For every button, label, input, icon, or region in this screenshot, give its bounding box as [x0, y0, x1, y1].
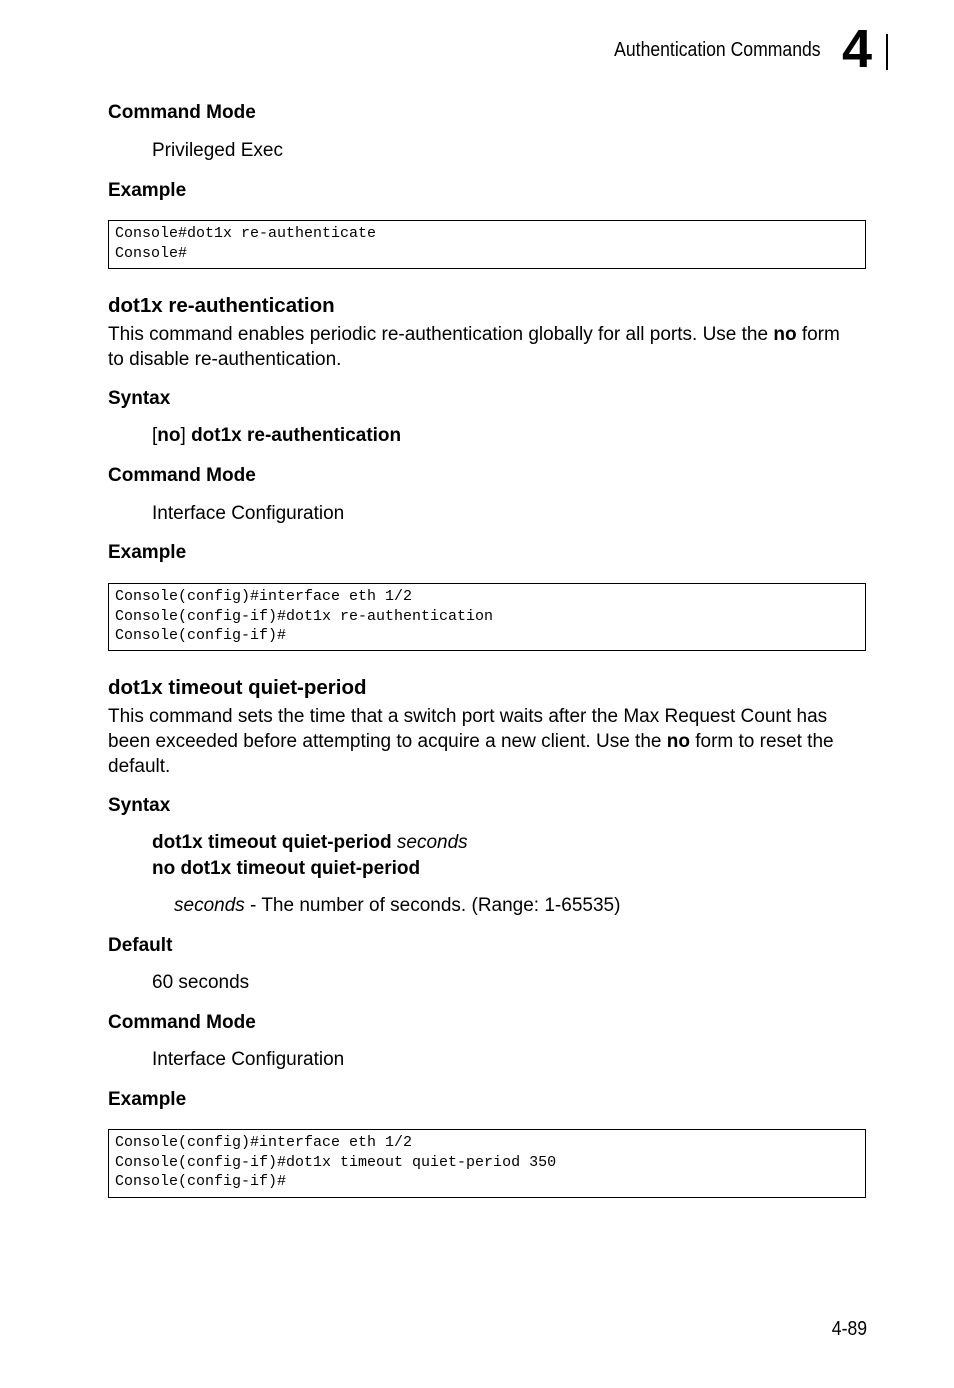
code-line: Console(config-if)#: [115, 627, 287, 645]
syntax-line: [no] dot1x re-authentication: [152, 425, 402, 446]
command-mode-value: Interface Configuration: [152, 1049, 345, 1070]
code-line: Console#: [115, 244, 188, 262]
command-mode-value: Interface Configuration: [152, 503, 345, 524]
page-number: 4-89: [831, 1318, 867, 1340]
syntax-heading: Syntax: [108, 388, 171, 409]
default-value: 60 seconds: [152, 972, 250, 993]
command-title: dot1x timeout quiet-period: [108, 676, 367, 699]
code-line: Console(config)#interface eth 1/2: [115, 588, 413, 605]
command-description: This command sets the time that a switch port waits after the Max Request Count has been exceeded before attempting to acquire a new client. Use the no form to reset the default.: [108, 706, 834, 777]
syntax-heading: Syntax: [108, 795, 171, 816]
code-line: Console#dot1x re-authenticate: [115, 225, 377, 242]
chapter-tab-bar: [886, 34, 888, 70]
code-example-box: [108, 220, 866, 269]
syntax-line: no dot1x timeout quiet-period: [152, 858, 421, 879]
running-header-title: Authentication Commands: [614, 39, 821, 61]
example-heading: Example: [108, 542, 187, 563]
command-mode-heading: Command Mode: [108, 1012, 256, 1033]
example-heading: Example: [108, 1089, 187, 1110]
chapter-number: 4: [842, 19, 873, 79]
code-line: Console(config)#interface eth 1/2: [115, 1134, 413, 1151]
code-line: Console(config-if)#: [115, 1173, 287, 1191]
code-line: Console(config-if)#dot1x re-authentication: [115, 607, 494, 625]
example-heading: Example: [108, 180, 187, 201]
command-mode-heading: Command Mode: [108, 102, 256, 123]
code-example-box: [108, 1129, 866, 1198]
command-mode-value: Privileged Exec: [152, 140, 283, 161]
command-description: This command enables periodic re-authentication globally for all ports. Use the no form to disable re-authentication.: [108, 324, 840, 370]
code-example-box: [108, 583, 866, 651]
command-mode-heading: Command Mode: [108, 465, 256, 486]
code-line: Console(config-if)#dot1x timeout quiet-period 350: [115, 1153, 557, 1171]
default-heading: Default: [108, 935, 173, 956]
parameter-description: seconds - The number of seconds. (Range: 1-65535): [174, 895, 621, 916]
syntax-line: dot1x timeout quiet-period seconds: [152, 832, 468, 853]
command-title: dot1x re-authentication: [108, 294, 335, 317]
